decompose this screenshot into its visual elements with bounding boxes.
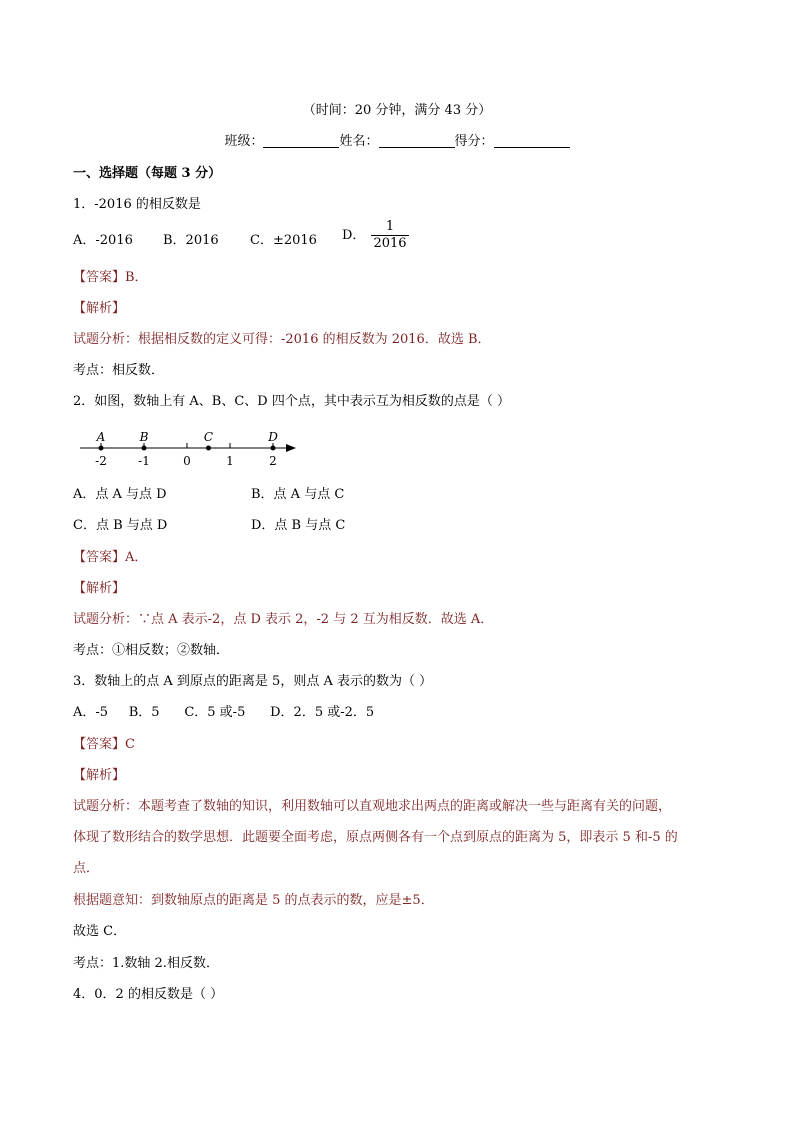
number-line-tick-label: -2	[95, 454, 107, 468]
name-label: 姓名：	[339, 134, 379, 149]
number-line-tick-label: -1	[138, 454, 150, 468]
q1-analysis-tag: 【解析】	[73, 301, 126, 316]
q3-analysis-line-3: 点．	[73, 861, 100, 876]
number-line-point-label: D	[268, 430, 278, 444]
q2-answer: 【答案】A．	[73, 550, 148, 565]
q2-analysis: 试题分析：∵点 A 表示-2，点 D 表示 2，-2 与 2 互为相反数．故选 A．	[73, 612, 494, 627]
q1-answer: 【答案】B．	[73, 270, 148, 285]
q3-analysis-line-2: 体现了数形结合的数学思想．此题要全面考虑，原点两侧各有一个点到原点的距离为 5，即表示 5 和-5 的	[73, 830, 678, 845]
q1-option-d-fraction	[371, 219, 408, 252]
q2-stem: 2．如图，数轴上有 A、B、C、D 四个点，其中表示互为相反数的点是（ ）	[73, 394, 510, 409]
q2-option-a: A．点 A 与点 D	[73, 487, 167, 502]
class-label: 班级：	[224, 134, 264, 149]
number-line-tick-label: 2	[269, 454, 277, 468]
number-line-tick-label: 0	[183, 454, 191, 468]
number-line-point-label: B	[139, 430, 149, 444]
q3-analysis-line-4: 根据题意知：到数轴原点的距离是 5 的点表示的数，应是±5．	[73, 893, 434, 908]
number-line-arrow-icon	[286, 444, 296, 452]
section-title: 一、选择题（每题 3 分）	[73, 166, 222, 181]
exam-subtitle: （时间：20 分钟，满分 43 分）	[302, 103, 492, 118]
q1-stem: 1．-2016 的相反数是	[73, 197, 201, 212]
score-blank[interactable]	[494, 134, 570, 148]
q1-option-d	[342, 219, 409, 252]
q2-option-d: D．点 B 与点 C	[251, 518, 346, 533]
q3-analysis-line-1: 试题分析：本题考查了数轴的知识，利用数轴可以直观地求出两点的距离或解决一些与距离有关的问题，	[73, 799, 672, 814]
number-line-svg	[78, 425, 308, 473]
fraction-denominator: 2016	[373, 236, 407, 251]
q1-option-b: B．2016	[163, 233, 219, 248]
q2-option-b: B．点 A 与点 C	[251, 487, 345, 502]
q3-keypoint: 考点：1.数轴 2.相反数．	[73, 956, 219, 971]
number-line-tick-label: 1	[226, 454, 234, 468]
q1-option-d-label: D．	[342, 227, 366, 243]
number-line-point-label: C	[203, 430, 214, 444]
q1-keypoint: 考点：相反数．	[73, 363, 165, 378]
q3-stem: 3．数轴上的点 A 到原点的距离是 5，则点 A 表示的数为（ ）	[73, 674, 433, 689]
q3-analysis-line-5: 故选 C．	[73, 924, 127, 939]
number-line-point-label: A	[96, 430, 106, 444]
number-line-point	[271, 446, 276, 451]
fraction-numerator: 1	[385, 219, 395, 234]
number-line-point	[99, 446, 104, 451]
q3-analysis-tag: 【解析】	[73, 768, 126, 783]
student-info-row	[0, 133, 794, 151]
q3-options: A．-5 B．5 C．5 或-5 D．2．5 或-2．5	[73, 705, 375, 720]
q2-analysis-tag: 【解析】	[73, 581, 126, 596]
score-label: 得分：	[454, 134, 494, 149]
number-line-point	[206, 446, 211, 451]
class-blank[interactable]	[263, 134, 339, 148]
name-blank[interactable]	[379, 134, 455, 148]
number-line-figure	[78, 425, 308, 477]
q2-option-c: C．点 B 与点 D	[73, 518, 168, 533]
number-line-point	[142, 446, 147, 451]
q2-keypoint: 考点：①相反数；②数轴．	[73, 643, 230, 658]
q1-analysis: 试题分析：根据相反数的定义可得：-2016 的相反数为 2016．故选 B．	[73, 332, 491, 347]
q4-stem: 4．0．2 的相反数是（ ）	[73, 987, 224, 1002]
q1-option-a: A．-2016	[73, 233, 133, 248]
q3-answer: 【答案】C	[73, 737, 135, 752]
q1-option-c: C．±2016	[250, 233, 317, 248]
